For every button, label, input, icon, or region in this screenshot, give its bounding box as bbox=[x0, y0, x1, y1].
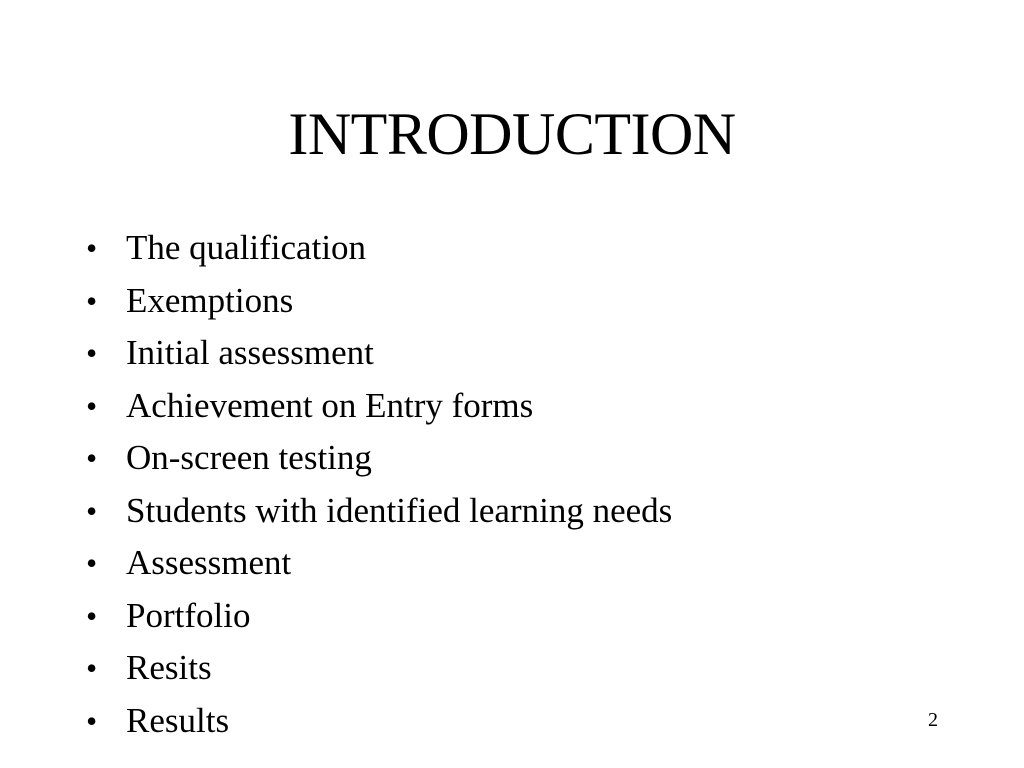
list-item bbox=[86, 380, 672, 433]
bullet-icon: • bbox=[86, 282, 98, 319]
list-item-label: Exemptions bbox=[126, 280, 294, 320]
list-item bbox=[86, 642, 672, 695]
bullet-icon: • bbox=[86, 440, 98, 476]
list-item bbox=[86, 590, 672, 643]
list-item-label: Results bbox=[126, 700, 230, 740]
list-item-label: Portfolio bbox=[126, 595, 251, 635]
bullet-icon: • bbox=[86, 597, 98, 634]
list-item-label: Assessment bbox=[126, 543, 292, 582]
list-item-label: Resits bbox=[126, 648, 212, 687]
list-item-label: Initial assessment bbox=[126, 333, 374, 372]
list-item bbox=[86, 222, 672, 275]
list-item bbox=[86, 432, 672, 485]
bullet-icon: • bbox=[86, 492, 98, 529]
list-item-label: Achievement on Entry forms bbox=[126, 385, 534, 425]
slide-title: INTRODUCTION bbox=[288, 101, 736, 167]
bullet-list bbox=[86, 222, 672, 747]
bullet-icon: • bbox=[86, 230, 98, 266]
list-item bbox=[86, 537, 672, 590]
list-item bbox=[86, 485, 672, 538]
list-item bbox=[86, 327, 672, 380]
list-item bbox=[86, 695, 672, 748]
bullet-icon: • bbox=[86, 387, 98, 424]
list-item bbox=[86, 275, 672, 328]
bullet-icon: • bbox=[86, 335, 98, 371]
list-item-label: On-screen testing bbox=[126, 438, 372, 477]
bullet-icon: • bbox=[86, 650, 98, 686]
page-number: 2 bbox=[928, 709, 938, 731]
bullet-icon: • bbox=[86, 702, 98, 739]
list-item-label: The qualification bbox=[126, 228, 367, 267]
list-item-label: Students with identified learning needs bbox=[126, 490, 673, 530]
bullet-icon: • bbox=[86, 545, 98, 581]
